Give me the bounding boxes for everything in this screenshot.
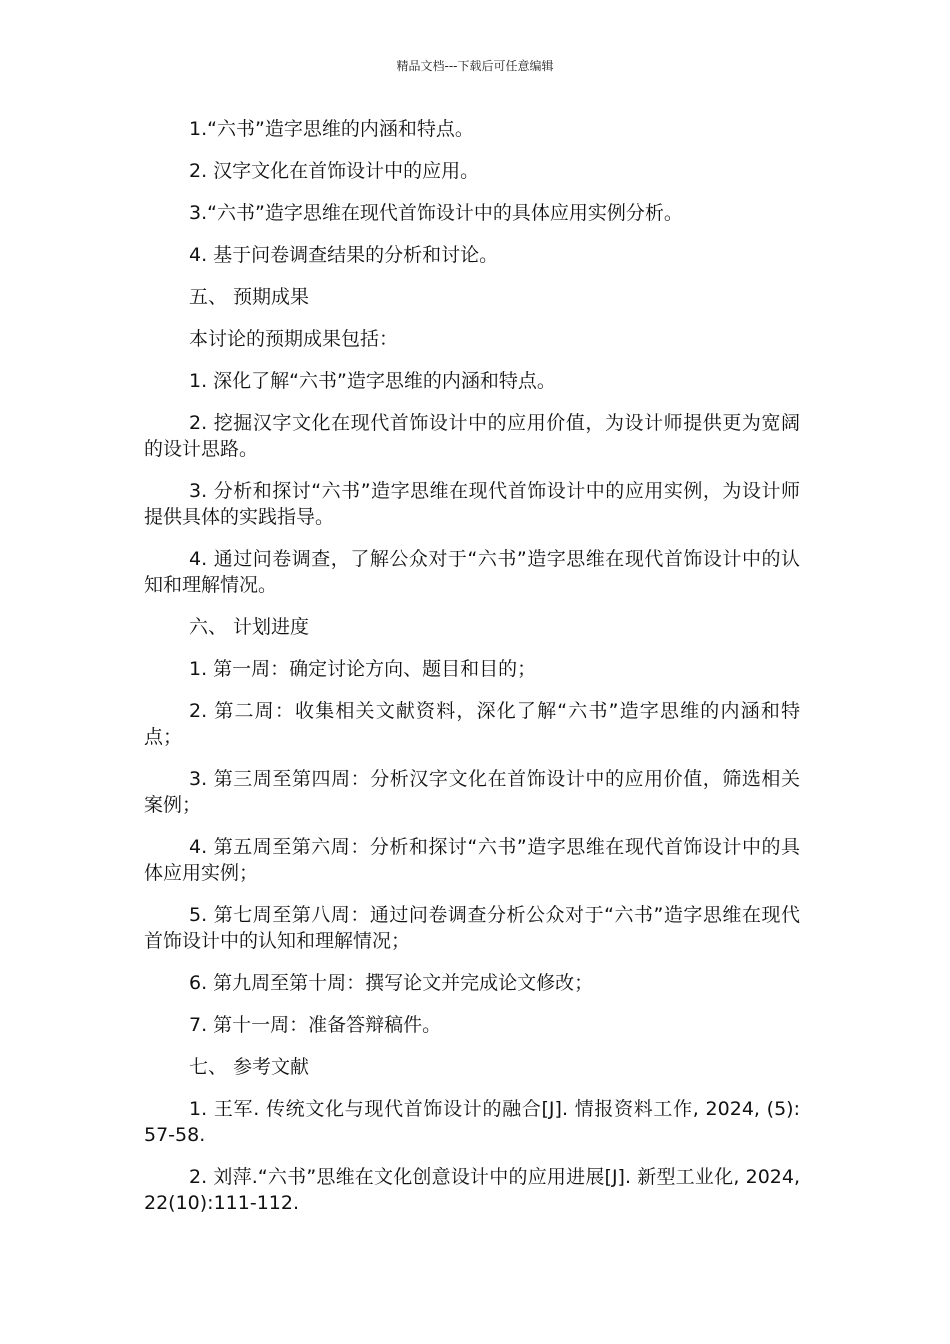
page-header: 精品文档---下载后可任意编辑 (396, 59, 554, 73)
list-item-schedule-1: 1. 第一周：确定讨论方向、题目和目的； (189, 658, 537, 680)
list-item-schedule-4: 4. 第五周至第六周：分析和探讨“六书”造字思维在现代首饰设计中的具体应用实例； (144, 836, 800, 884)
list-item-result-1: 1. 深化了解“六书”造字思维的内涵和特点。 (189, 370, 556, 392)
list-item-schedule-5: 5. 第七周至第八周：通过问卷调查分析公众对于“六书”造字思维在现代首饰设计中的认知和理解情况； (144, 904, 800, 952)
reference-item-2: 2. 刘萍.“六书”思维在文化创意设计中的应用进展[J]. 新型工业化, 2024, 22(10):111-112. (144, 1166, 800, 1214)
document-body (144, 116, 800, 1232)
list-item-schedule-2: 2. 第二周：收集相关文献资料，深化了解“六书”造字思维的内涵和特点； (144, 700, 800, 748)
intro-paragraph: 本讨论的预期成果包括： (189, 328, 399, 350)
section-heading-references: 七、 参考文献 (189, 1056, 310, 1078)
list-item-research-4: 4. 基于问卷调查结果的分析和讨论。 (189, 244, 499, 266)
list-item-result-2: 2. 挖掘汉字文化在现代首饰设计中的应用价值，为设计师提供更为宽阔的设计思路。 (144, 412, 800, 460)
list-item-schedule-6: 6. 第九周至第十周：撰写论文并完成论文修改； (189, 972, 594, 994)
list-item-result-4: 4. 通过问卷调查，了解公众对于“六书”造字思维在现代首饰设计中的认知和理解情况。 (144, 548, 800, 596)
section-heading-schedule: 六、 计划进度 (189, 616, 310, 638)
list-item-research-2: 2. 汉字文化在首饰设计中的应用。 (189, 160, 480, 182)
list-item-research-3: 3.“六书”造字思维在现代首饰设计中的具体应用实例分析。 (189, 202, 683, 224)
section-heading-expected-results: 五、 预期成果 (189, 286, 310, 308)
list-item-research-1: 1.“六书”造字思维的内涵和特点。 (189, 118, 474, 140)
list-item-schedule-3: 3. 第三周至第四周：分析汉字文化在首饰设计中的应用价值，筛选相关案例； (144, 768, 800, 816)
list-item-schedule-7: 7. 第十一周：准备答辩稿件。 (189, 1014, 442, 1036)
list-item-result-3: 3. 分析和探讨“六书”造字思维在现代首饰设计中的应用实例，为设计师提供具体的实践指导。 (144, 480, 800, 528)
reference-item-1: 1. 王军. 传统文化与现代首饰设计的融合[J]. 情报资料工作, 2024, (5): 57-58. (144, 1098, 800, 1146)
